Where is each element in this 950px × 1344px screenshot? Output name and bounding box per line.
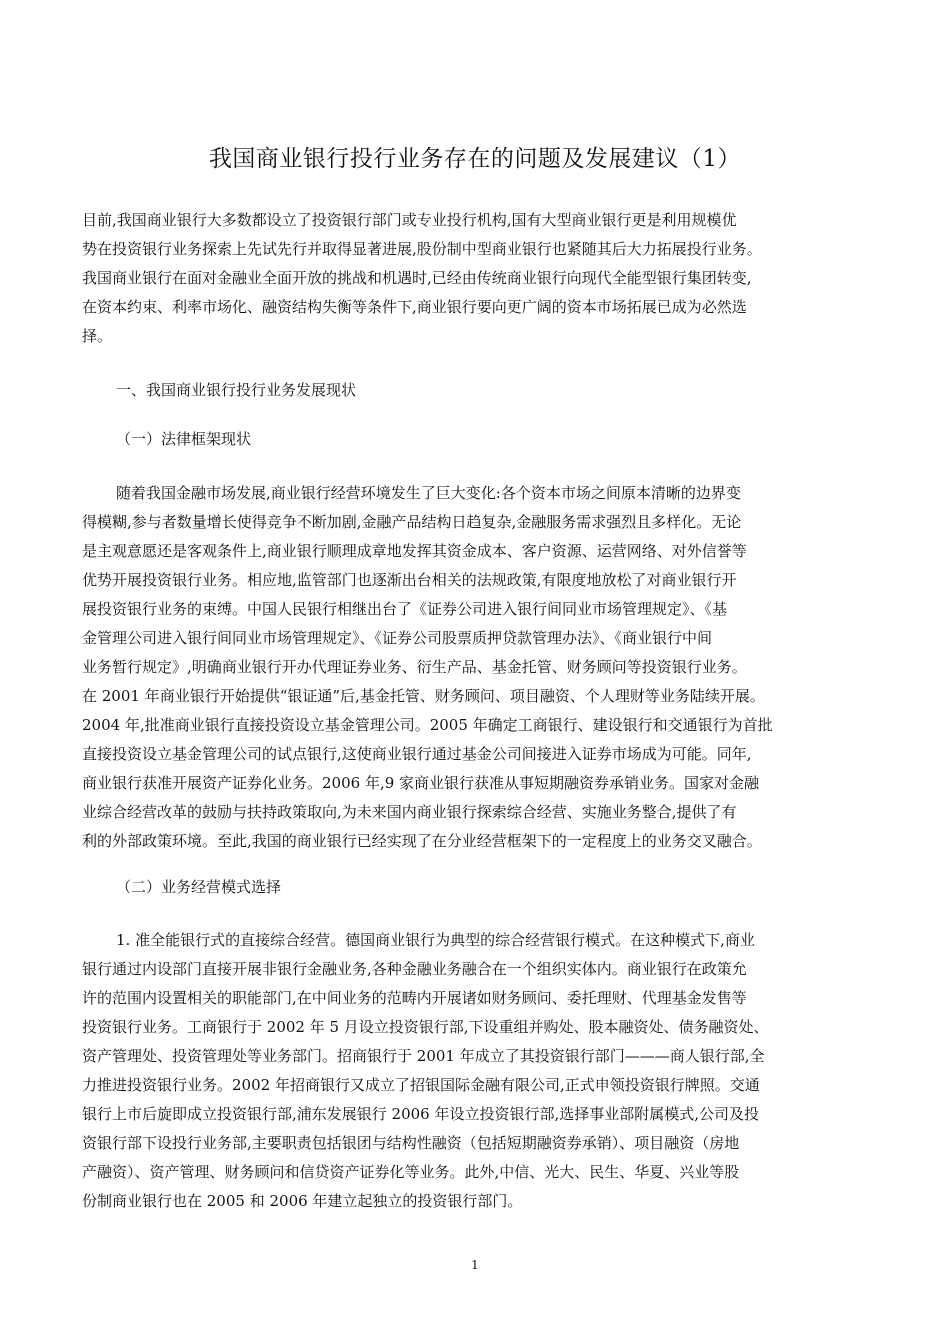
text-line: 势在投资银行业务探索上先试先行并取得显著进展,股份制中型商业银行也紧随其后大力拓展投行业务。 bbox=[82, 240, 762, 258]
text-line: 优势开展投资银行业务。相应地,监管部门也逐渐出台相关的法规政策,有限度地放松了对商业银行开 bbox=[82, 571, 737, 589]
text-line: 择。 bbox=[82, 327, 113, 345]
text-line: 许的范围内设置相关的职能部门,在中间业务的范畴内开展诸如财务顾问、委托理财、代理基金发售等 bbox=[82, 989, 747, 1007]
legal-framework-paragraph bbox=[82, 479, 872, 856]
section-heading: 一、我国商业银行投行业务发展现状 bbox=[116, 381, 357, 399]
text-line: 展投资银行业务的束缚。中国人民银行相继出台了《证券公司进入银行间同业市场管理规定》、《基 bbox=[82, 600, 728, 618]
text-line: 是主观意愿还是客观条件上,商业银行顺理成章地发挥其资金成本、客户资源、运营网络、对外信誉等 bbox=[82, 542, 747, 560]
text-line: 1. 准全能银行式的直接综合经营。德国商业银行为典型的综合经营银行模式。在这种模式下,商业 bbox=[116, 931, 755, 949]
subsection-heading: （一）法律框架现状 bbox=[116, 430, 252, 448]
text-line: 资产管理处、投资管理处等业务部门。招商银行于 2001 年成立了其投资银行部门———商人银行部,全 bbox=[82, 1047, 765, 1065]
text-line: 目前,我国商业银行大多数都设立了投资银行部门或专业投行机构,国有大型商业银行更是利用规模优 bbox=[82, 211, 737, 229]
text-line: 直接投资设立基金管理公司的试点银行,这使商业银行通过基金公司间接进入证券市场成为可能。同年, bbox=[82, 745, 752, 763]
text-line: 业综合经营改革的鼓励与扶持政策取向,为未来国内商业银行探索综合经营、实施业务整合,提供了有 bbox=[82, 803, 737, 821]
text-line: 金管理公司进入银行间同业市场管理规定》、《证券公司股票质押贷款管理办法》、《商业银行中间 bbox=[82, 629, 713, 647]
page-number: 1 bbox=[471, 1258, 479, 1272]
text-line: 力推进投资银行业务。2002 年招商银行又成立了招银国际金融有限公司,正式申领投资银行牌照。交通 bbox=[82, 1076, 760, 1094]
text-line: 投资银行业务。工商银行于 2002 年 5 月设立投资银行部,下设重组并购处、股本融资处、债务融资处、 bbox=[82, 1018, 769, 1036]
text-line: 业务暂行规定》,明确商业银行开办代理证券业务、衍生产品、基金托管、财务顾问等投资银行业务。 bbox=[82, 658, 747, 676]
text-line: 商业银行获准开展资产证券化业务。2006 年,9 家商业银行获准从事短期融资券承销业务。国家对金融 bbox=[82, 774, 760, 792]
text-line: 银行上市后旋即成立投资银行部,浦东发展银行 2006 年设立投资银行部,选择事业部附属模式,公司及投 bbox=[82, 1105, 760, 1123]
intro-paragraph bbox=[82, 206, 872, 351]
text-line: 在 2001 年商业银行开始提供“银证通”后,基金托管、财务顾问、项目融资、个人理财等业务陆续开展。 bbox=[82, 687, 765, 705]
text-line: 得模糊,参与者数量增长使得竞争不断加剧,金融产品结构日趋复杂,金融服务需求强烈且多样化。无论 bbox=[82, 513, 742, 531]
text-line: 随着我国金融市场发展,商业银行经营环境发生了巨大变化:各个资本市场之间原本清晰的边界变 bbox=[116, 484, 741, 502]
text-line: 资银行部下设投行业务部,主要职责包括银团与结构性融资（包括短期融资券承销）、项目融资（房地 bbox=[82, 1134, 740, 1152]
text-line: 在资本约束、利率市场化、融资结构失衡等条件下,商业银行要向更广阔的资本市场拓展已成为必然选 bbox=[82, 298, 747, 316]
text-line: 产融资）、资产管理、财务顾问和信贷资产证券化等业务。此外,中信、光大、民生、华夏、兴业等股 bbox=[82, 1163, 740, 1181]
text-line: 利的外部政策环境。至此,我国的商业银行已经实现了在分业经营框架下的一定程度上的业务交叉融合。 bbox=[82, 832, 762, 850]
text-line: 银行通过内设部门直接开展非银行金融业务,各种金融业务融合在一个组织实体内。商业银行在政策允 bbox=[82, 960, 747, 978]
subsection-heading: （二）业务经营模式选择 bbox=[116, 878, 282, 896]
business-model-paragraph bbox=[82, 926, 872, 1216]
text-line: 份制商业银行也在 2005 和 2006 年建立起独立的投资银行部门。 bbox=[82, 1192, 523, 1210]
document-title: 我国商业银行投行业务存在的问题及发展建议（1） bbox=[208, 146, 742, 172]
text-line: 我国商业银行在面对金融业全面开放的挑战和机遇时,已经由传统商业银行向现代全能型银行集团转变, bbox=[82, 269, 752, 287]
text-line: 2004 年,批准商业银行直接投资设立基金管理公司。2005 年确定工商银行、建设银行和交通银行为首批 bbox=[82, 716, 773, 734]
